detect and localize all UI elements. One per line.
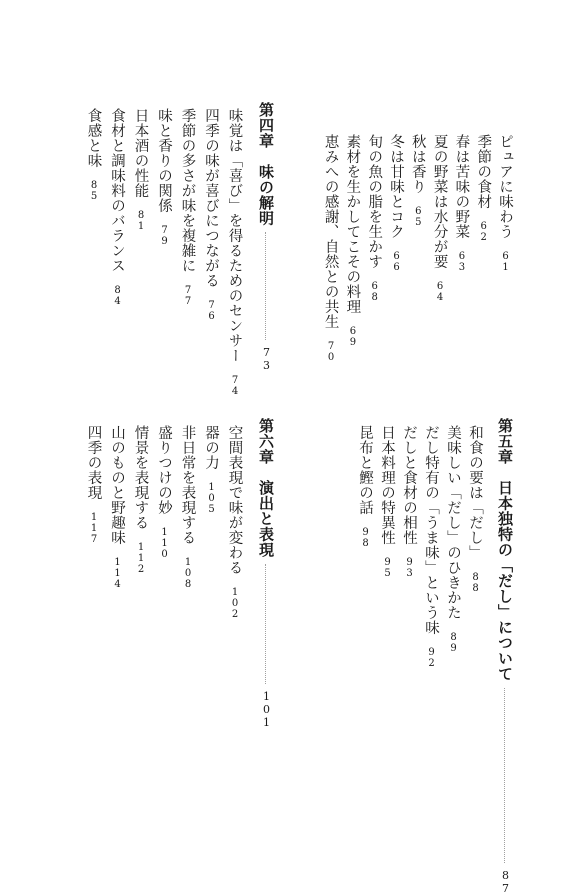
toc-entry-page: 102	[229, 587, 241, 620]
toc-entry-page: 114	[112, 557, 123, 590]
chapter-page-number: 87	[499, 868, 512, 895]
toc-entry[interactable]	[466, 425, 484, 594]
chapter-heading[interactable]	[257, 102, 275, 372]
toc-entry-page: 84	[112, 285, 123, 307]
toc-entry-title: 情景を表現する	[132, 425, 149, 530]
toc-entry-page: 108	[182, 557, 194, 590]
toc-entry-title: 空間表現で味が変わる	[226, 425, 243, 575]
toc-entry[interactable]	[202, 108, 220, 322]
toc-entry-title: 和食の要は「だし」	[467, 425, 483, 560]
toc-entry[interactable]	[155, 108, 173, 247]
toc-entry[interactable]	[474, 134, 492, 243]
chapter-title: 第四章 味の解明	[257, 102, 275, 226]
toc-entry[interactable]	[85, 425, 103, 545]
toc-entry-page: 74	[229, 375, 241, 397]
toc-entry[interactable]	[85, 108, 103, 202]
toc-entry-title: だし特有の「うま味」という味	[423, 425, 439, 635]
toc-entry-title: 秋は香り	[409, 134, 426, 194]
toc-entry-page: 117	[88, 512, 100, 545]
toc-entry-page: 92	[426, 647, 437, 669]
dot-leader	[504, 688, 506, 863]
toc-entry[interactable]	[365, 134, 383, 303]
toc-entry-page: 81	[135, 210, 147, 232]
toc-entry-page: 65	[412, 206, 424, 228]
dot-leader	[265, 232, 267, 340]
toc-entry[interactable]	[108, 425, 126, 590]
toc-entry-page: 79	[159, 225, 170, 247]
chapter-heading[interactable]	[496, 418, 514, 895]
dot-leader	[265, 564, 267, 684]
chapter-title: 第五章 日本独特の「だし」について	[496, 418, 514, 682]
toc-entry-title: 昆布と鰹の話	[357, 425, 373, 515]
toc-entry-title: 旬の魚の脂を生かす	[366, 134, 383, 269]
toc-entry-title: 味覚は「喜び」を得るためのセンサー	[226, 108, 243, 363]
toc-entry-title: 四季の表現	[85, 425, 102, 500]
toc-entry-title: 日本酒の性能	[132, 108, 149, 198]
toc-entry-page: 112	[135, 542, 147, 575]
toc-entry-page: 85	[88, 180, 100, 202]
toc-entry-title: 恵みへの感謝、自然との共生	[322, 134, 339, 329]
chapter-heading[interactable]	[257, 418, 275, 729]
toc-entry-title: 器の力	[203, 425, 219, 470]
toc-entry-title: 非日常を表現する	[179, 425, 196, 545]
toc-entry-page: 105	[206, 482, 217, 515]
toc-entry-page: 63	[456, 251, 468, 273]
toc-entry[interactable]	[431, 134, 449, 303]
toc-entry[interactable]	[356, 425, 374, 549]
toc-entry[interactable]	[132, 108, 150, 232]
toc-entry-title: 盛りつけの妙	[156, 425, 172, 515]
toc-entry-page: 95	[382, 557, 393, 579]
toc-entry-title: 食感と味	[85, 108, 102, 168]
toc-entry-title: 季節の食材	[475, 134, 492, 209]
toc-entry[interactable]	[400, 425, 418, 579]
chapter-page-number: 101	[260, 689, 273, 729]
toc-entry-title: 山のものと野趣味	[109, 425, 125, 545]
toc-entry[interactable]	[179, 425, 197, 590]
toc-entry-page: 66	[391, 251, 402, 273]
toc-entry-title: ピュアに味わう	[497, 134, 513, 239]
toc-entry-page: 69	[347, 326, 359, 348]
toc-entry[interactable]	[108, 108, 126, 307]
toc-entry-page: 64	[434, 281, 446, 303]
toc-entry-page: 61	[500, 251, 511, 273]
toc-entry-title: 季節の多さが味を複雑に	[179, 108, 196, 273]
toc-entry[interactable]	[452, 134, 470, 273]
toc-entry-title: 四季の味が喜びにつながる	[203, 108, 219, 288]
toc-entry[interactable]	[322, 134, 340, 363]
chapter-title: 第六章 演出と表現	[257, 418, 275, 558]
toc-entry[interactable]	[409, 134, 427, 228]
toc-entry[interactable]	[226, 425, 244, 620]
toc-entry-page: 62	[478, 221, 490, 243]
toc-entry-page: 89	[448, 632, 459, 654]
toc-entry-title: 素材を生かしてこその料理	[344, 134, 361, 314]
toc-entry[interactable]	[132, 425, 150, 575]
toc-entry[interactable]	[378, 425, 396, 579]
toc-entry[interactable]	[179, 108, 197, 307]
toc-entry-page: 98	[360, 527, 371, 549]
toc-entry-page: 110	[159, 527, 170, 560]
toc-entry-page: 70	[325, 341, 337, 363]
toc-entry-title: 日本料理の特異性	[379, 425, 395, 545]
toc-entry[interactable]	[202, 425, 220, 515]
toc-entry-title: 春は苦味の野菜	[453, 134, 470, 239]
toc-entry-page: 68	[369, 281, 381, 303]
toc-entry-page: 93	[404, 557, 415, 579]
toc-entry-title: 食材と調味料のバランス	[109, 108, 125, 273]
toc-entry[interactable]	[155, 425, 173, 560]
toc-entry-page: 76	[206, 300, 217, 322]
toc-entry-title: 冬は甘味とコク	[388, 134, 404, 239]
toc-entry[interactable]	[444, 425, 462, 654]
toc-entry[interactable]	[422, 425, 440, 669]
toc-entry[interactable]	[496, 134, 514, 273]
chapter-page-number: 73	[260, 346, 273, 372]
toc-entry[interactable]	[343, 134, 361, 348]
toc-entry-title: 夏の野菜は水分が要	[431, 134, 448, 269]
toc-entry-page: 77	[182, 285, 194, 307]
toc-entry[interactable]	[387, 134, 405, 273]
toc-entry-title: 味と香りの関係	[156, 108, 172, 213]
toc-entry-page: 88	[470, 572, 481, 594]
toc-entry-title: 美味しい「だし」のひきかた	[445, 425, 461, 620]
toc-entry-title: だしと食材の相性	[401, 425, 417, 545]
toc-entry[interactable]	[226, 108, 244, 397]
